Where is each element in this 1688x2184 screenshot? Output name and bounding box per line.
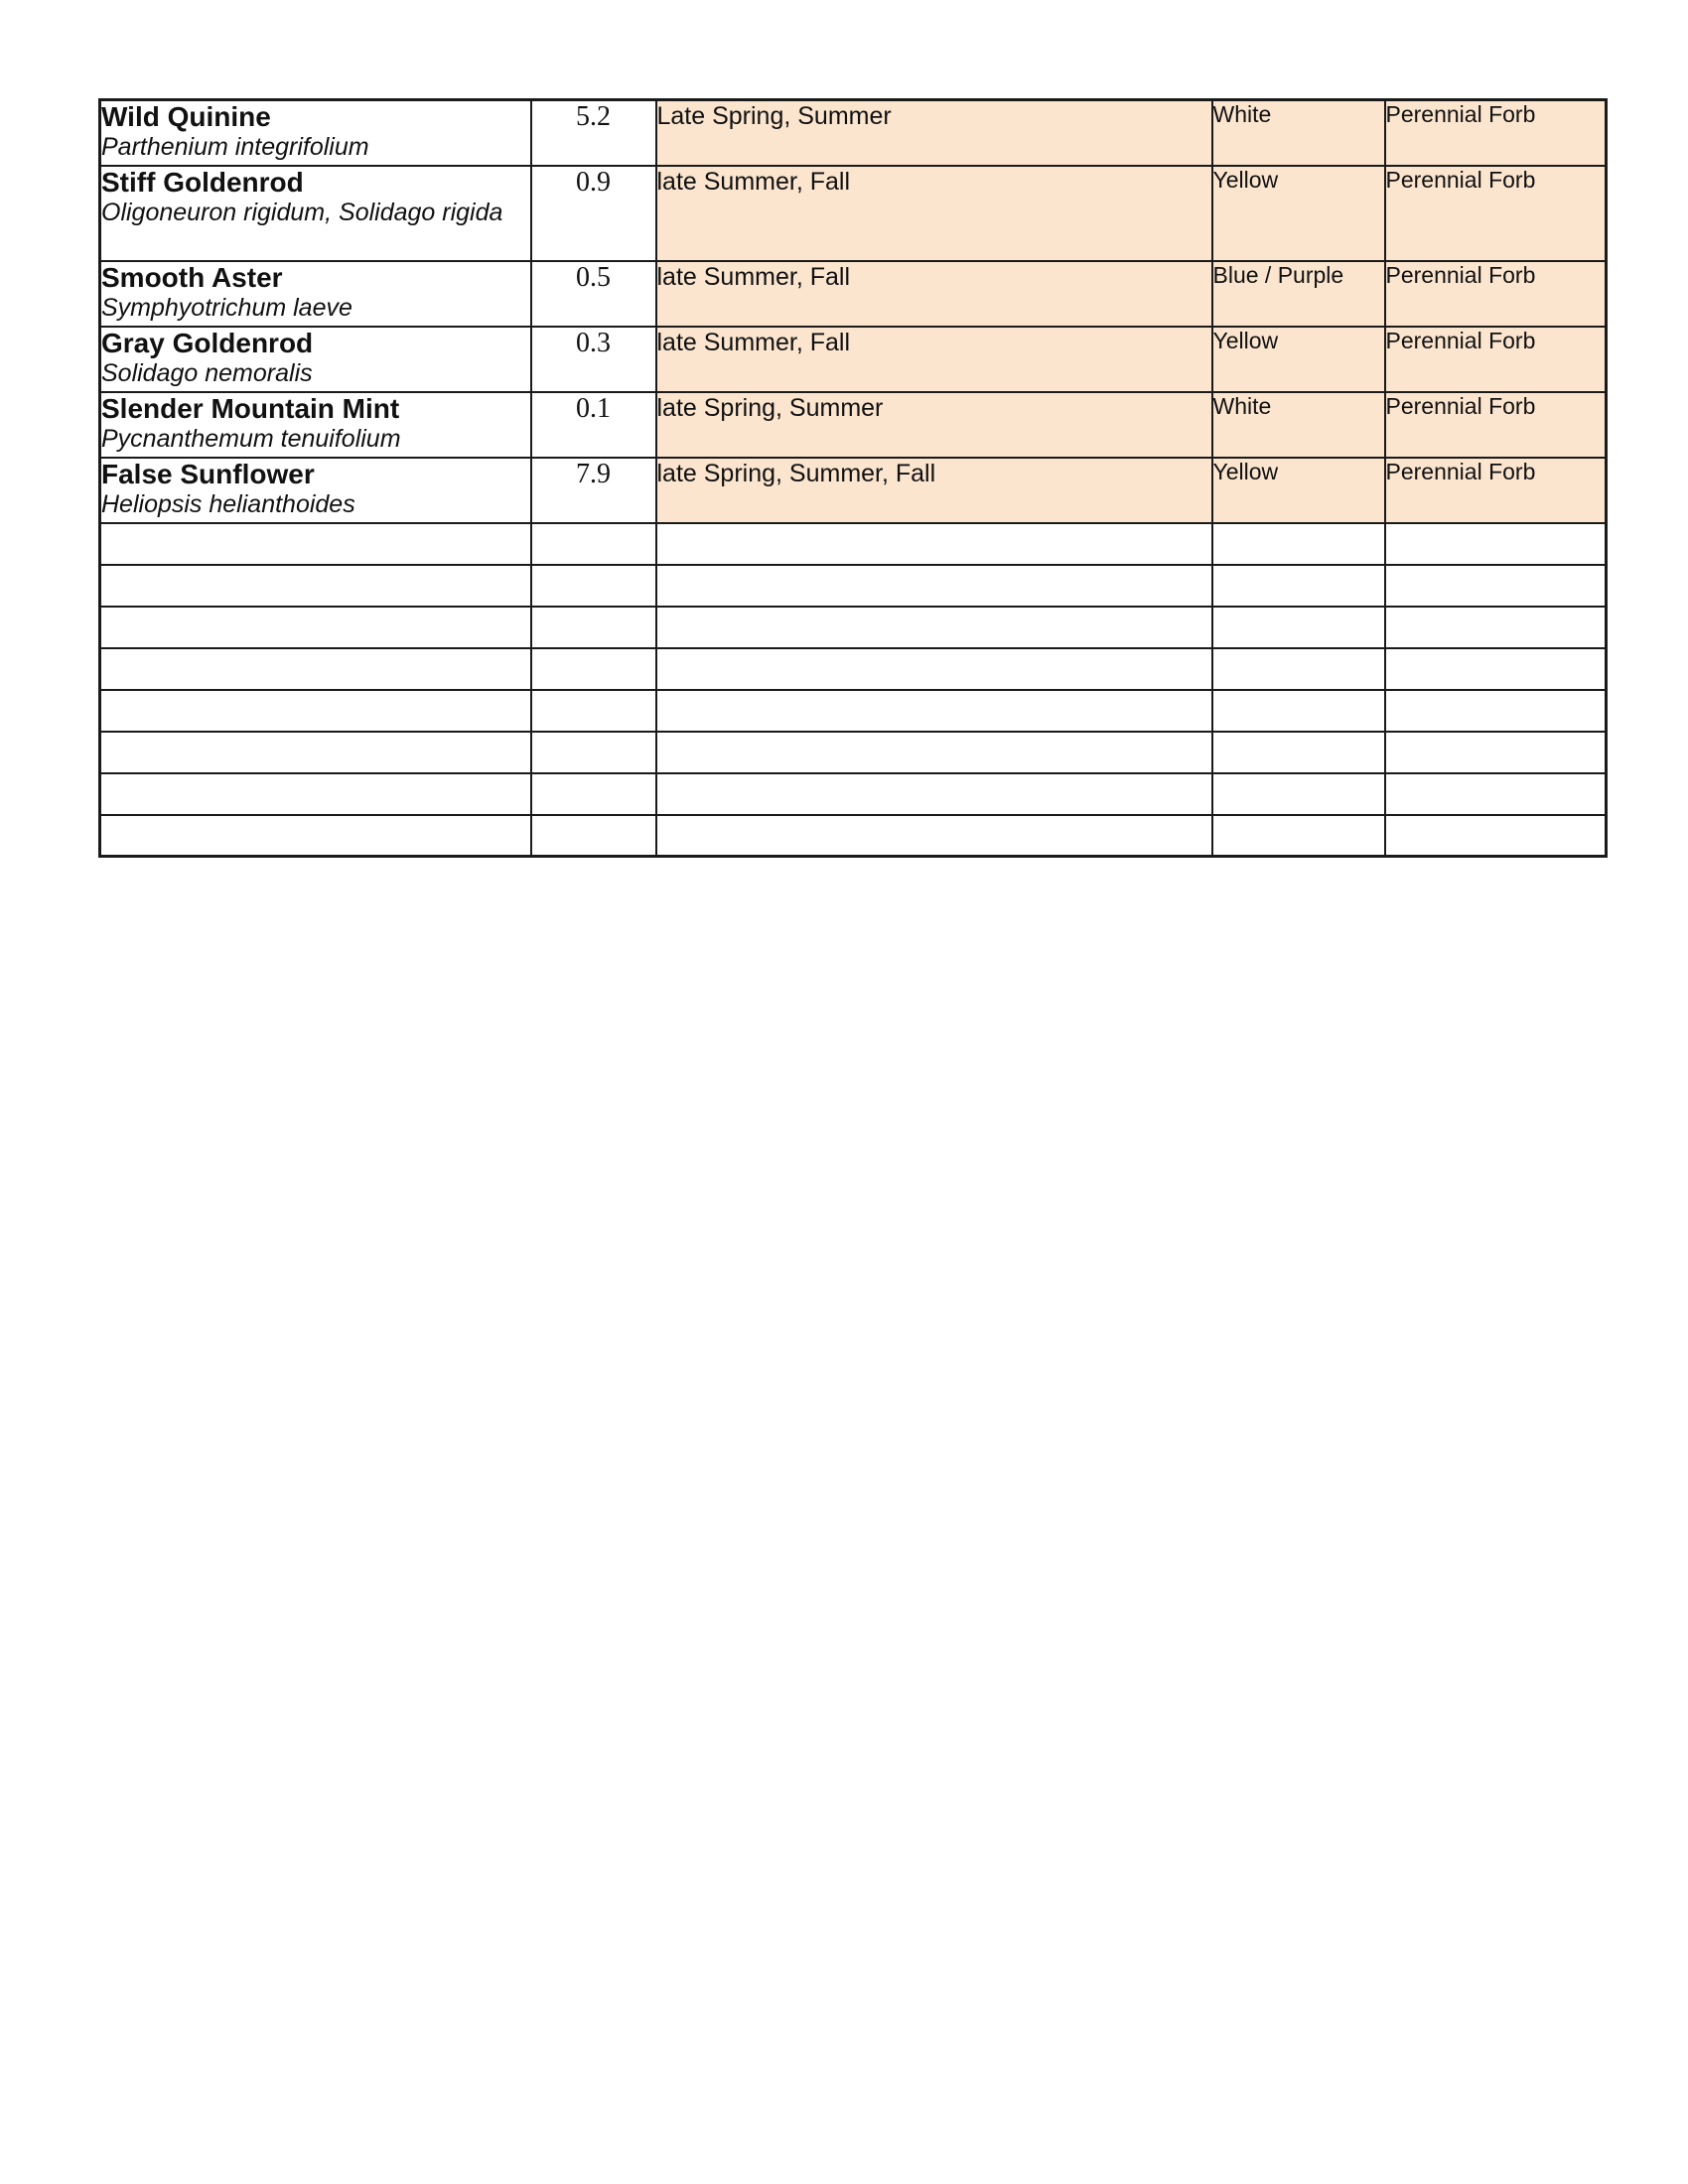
plant-type-cell: Perennial Forb <box>1385 100 1607 166</box>
plant-type-cell: Perennial Forb <box>1385 392 1607 458</box>
flower-color-cell: White <box>1212 392 1385 458</box>
scientific-name: Pycnanthemum tenuifolium <box>101 424 401 453</box>
plant-name-cell <box>100 166 531 261</box>
bloom-time-cell <box>656 732 1212 773</box>
amount-cell <box>531 607 656 648</box>
flower-color-cell <box>1212 523 1385 565</box>
plant-name-cell <box>100 690 531 732</box>
flower-color-cell: Blue / Purple <box>1212 261 1385 327</box>
plant-species-table <box>98 98 1608 858</box>
plant-type-cell <box>1385 648 1607 690</box>
plant-type-cell: Perennial Forb <box>1385 166 1607 261</box>
bloom-time-cell: late Spring, Summer <box>656 392 1212 458</box>
plant-name-cell <box>100 458 531 523</box>
plant-type-cell: Perennial Forb <box>1385 327 1607 392</box>
plant-name-cell <box>100 100 531 166</box>
bloom-time-cell <box>656 565 1212 607</box>
amount-cell <box>531 523 656 565</box>
amount-cell <box>531 815 656 857</box>
flower-color-cell: Yellow <box>1212 458 1385 523</box>
plant-type-cell: Perennial Forb <box>1385 458 1607 523</box>
common-name: Gray Goldenrod <box>101 327 314 358</box>
flower-color-cell <box>1212 607 1385 648</box>
flower-color-cell <box>1212 565 1385 607</box>
amount-cell: 0.3 <box>531 327 656 392</box>
scientific-name: Parthenium integrifolium <box>101 133 369 161</box>
amount-cell: 7.9 <box>531 458 656 523</box>
plant-type-cell: Perennial Forb <box>1385 261 1607 327</box>
flower-color-cell <box>1212 690 1385 732</box>
amount-cell <box>531 565 656 607</box>
plant-name-cell <box>100 523 531 565</box>
table-row <box>100 392 1607 458</box>
flower-color-cell: White <box>1212 100 1385 166</box>
empty-table-row <box>100 648 1607 690</box>
amount-cell: 5.2 <box>531 100 656 166</box>
plant-name-cell <box>100 565 531 607</box>
bloom-time-cell: late Summer, Fall <box>656 261 1212 327</box>
amount-cell <box>531 773 656 815</box>
common-name: Wild Quinine <box>101 101 271 132</box>
amount-cell <box>531 732 656 773</box>
amount-cell <box>531 690 656 732</box>
empty-table-row <box>100 732 1607 773</box>
plant-name-cell <box>100 732 531 773</box>
amount-cell: 0.9 <box>531 166 656 261</box>
common-name: False Sunflower <box>101 458 315 489</box>
bloom-time-cell: late Spring, Summer, Fall <box>656 458 1212 523</box>
plant-name-cell <box>100 261 531 327</box>
empty-table-row <box>100 523 1607 565</box>
plant-name-cell <box>100 607 531 648</box>
plant-type-cell <box>1385 773 1607 815</box>
table-row <box>100 327 1607 392</box>
scientific-name: Heliopsis helianthoides <box>101 489 355 518</box>
flower-color-cell <box>1212 732 1385 773</box>
plant-type-cell <box>1385 565 1607 607</box>
plant-name-cell <box>100 392 531 458</box>
bloom-time-cell: late Summer, Fall <box>656 166 1212 261</box>
bloom-time-cell: Late Spring, Summer <box>656 100 1212 166</box>
plant-type-cell <box>1385 815 1607 857</box>
common-name: Slender Mountain Mint <box>101 392 400 424</box>
table-row <box>100 458 1607 523</box>
scientific-name: Oligoneuron rigidum, Solidago rigida <box>101 198 503 226</box>
plant-name-cell <box>100 327 531 392</box>
table-body <box>100 100 1607 857</box>
scientific-name: Solidago nemoralis <box>101 358 313 387</box>
plant-name-cell <box>100 648 531 690</box>
scientific-name: Symphyotrichum laeve <box>101 293 352 322</box>
flower-color-cell <box>1212 773 1385 815</box>
table-row <box>100 166 1607 261</box>
empty-table-row <box>100 690 1607 732</box>
bloom-time-cell <box>656 690 1212 732</box>
bloom-time-cell <box>656 773 1212 815</box>
bloom-time-cell <box>656 607 1212 648</box>
plant-name-cell <box>100 773 531 815</box>
common-name: Smooth Aster <box>101 261 283 293</box>
empty-table-row <box>100 607 1607 648</box>
bloom-time-cell: late Summer, Fall <box>656 327 1212 392</box>
common-name: Stiff Goldenrod <box>101 166 304 198</box>
bloom-time-cell <box>656 523 1212 565</box>
bloom-time-cell <box>656 648 1212 690</box>
amount-cell <box>531 648 656 690</box>
plant-name-cell <box>100 815 531 857</box>
flower-color-cell <box>1212 648 1385 690</box>
plant-type-cell <box>1385 607 1607 648</box>
plant-type-cell <box>1385 690 1607 732</box>
empty-table-row <box>100 773 1607 815</box>
table-row <box>100 100 1607 166</box>
plant-type-cell <box>1385 523 1607 565</box>
flower-color-cell <box>1212 815 1385 857</box>
bloom-time-cell <box>656 815 1212 857</box>
amount-cell: 0.5 <box>531 261 656 327</box>
flower-color-cell: Yellow <box>1212 166 1385 261</box>
table-row <box>100 261 1607 327</box>
plant-type-cell <box>1385 732 1607 773</box>
empty-table-row <box>100 815 1607 857</box>
flower-color-cell: Yellow <box>1212 327 1385 392</box>
amount-cell: 0.1 <box>531 392 656 458</box>
empty-table-row <box>100 565 1607 607</box>
